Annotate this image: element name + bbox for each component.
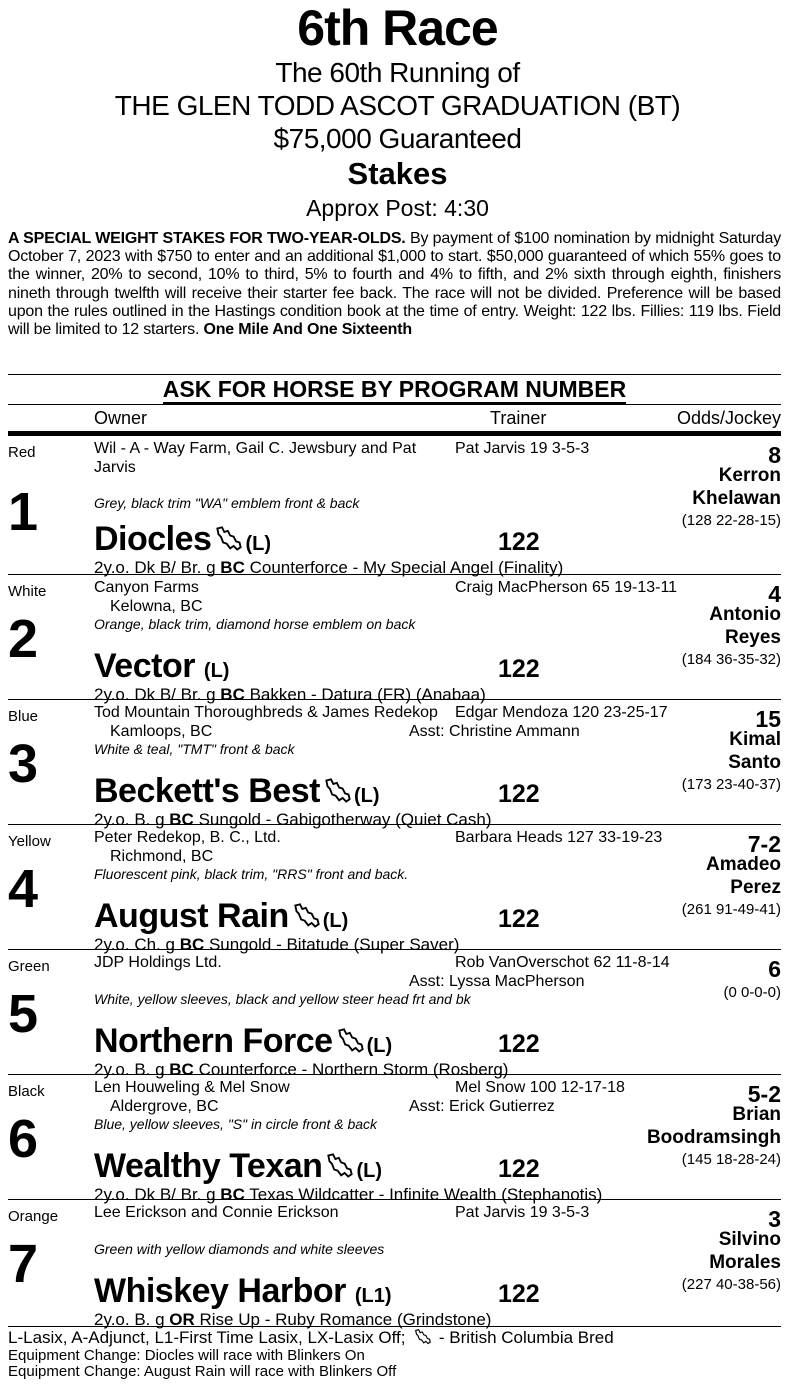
assistant-trainer: Asst: Erick Gutierrez <box>409 1098 555 1115</box>
owner: JDP Holdings Ltd. <box>94 954 222 971</box>
silks-description: Fluorescent pink, black trim, "RRS" front and back. <box>94 866 409 882</box>
saddle-cloth-color: Orange <box>8 1208 59 1225</box>
horse-name: Diocles (L) <box>94 520 271 558</box>
column-headers <box>8 404 781 433</box>
trainer-column-header: Trainer <box>490 408 547 428</box>
medication: (L) <box>353 785 380 807</box>
jockey-first-name: Antonio <box>709 604 781 625</box>
odds-jockey-column-header: Odds/Jockey <box>676 408 781 428</box>
weight: 122 <box>498 1155 540 1183</box>
british-columbia-map-icon <box>326 1149 354 1187</box>
medication: (L) <box>356 1160 382 1182</box>
running-line: The 60th Running of <box>275 57 520 88</box>
owner: Canyon Farms <box>94 579 199 596</box>
horse-name: August Rain (L) <box>94 897 349 935</box>
horse-entry <box>8 949 781 1079</box>
ask-banner: ASK FOR HORSE BY PROGRAM NUMBER <box>8 374 781 403</box>
program-number: 3 <box>8 734 39 794</box>
owner-location: Aldergrove, BC <box>110 1098 219 1115</box>
jockey-record: (173 23-40-37) <box>681 776 781 793</box>
horse-entry <box>8 436 781 577</box>
jockey-last-name: Santo <box>728 752 781 773</box>
race-name: THE GLEN TODD ASCOT GRADUATION (BT) <box>114 90 681 121</box>
race-header <box>0 0 795 223</box>
breeding: 2y.o. Dk B/ Br. g BC Bakken - Datura (FR) (Anabaa) <box>94 685 486 704</box>
silks-description: Orange, black trim, diamond horse emblem on back <box>94 616 416 632</box>
jockey-first-name: Kimal <box>729 729 781 750</box>
jockey-first-name: Silvino <box>718 1229 781 1250</box>
purse: $75,000 Guaranteed <box>273 123 522 154</box>
program-number: 6 <box>8 1109 39 1169</box>
medication: (L) <box>322 910 349 932</box>
jockey-record: (184 36-35-32) <box>681 651 781 668</box>
race-conditions <box>8 230 781 339</box>
breeding: 2y.o. B. g OR Rise Up - Ruby Romance (Grindstone) <box>94 1310 492 1329</box>
morning-line-odds: 4 <box>768 581 781 607</box>
medication: (L) <box>203 660 230 682</box>
horse-name: Vector (L) <box>94 647 230 685</box>
program-number: 2 <box>8 609 39 669</box>
silks-description: White & teal, "TMT" front & back <box>94 741 295 757</box>
silks-description: Blue, yellow sleeves, "S" in circle front & back <box>94 1116 378 1132</box>
trainer: Barbara Heads 127 33-19-23 <box>455 829 663 846</box>
owner: Lee Erickson and Connie Erickson <box>94 1204 339 1221</box>
morning-line-odds: 8 <box>768 442 781 468</box>
equipment-change-1: Equipment Change: Diocles will race with Blinkers On <box>8 1347 365 1364</box>
owner-column-header: Owner <box>94 408 148 428</box>
trainer: Pat Jarvis 19 3-5-3 <box>455 440 590 457</box>
horse-entry <box>8 699 781 829</box>
race-number: 6th Race <box>297 0 498 56</box>
saddle-cloth-color: Black <box>8 1083 45 1100</box>
jockey-last-name: Perez <box>730 877 781 898</box>
owner-location: Kelowna, BC <box>110 598 203 615</box>
morning-line-odds: 5-2 <box>747 1081 781 1107</box>
trainer: Mel Snow 100 12-17-18 <box>455 1079 625 1096</box>
saddle-cloth-color: Yellow <box>8 833 51 850</box>
conditions-lead: A SPECIAL WEIGHT STAKES FOR TWO-YEAR-OLDS. <box>8 230 406 247</box>
medication: (L1) <box>354 1285 392 1307</box>
morning-line-odds: 15 <box>755 706 781 732</box>
silks-description: White, yellow sleeves, black and yellow steer head frt and bk <box>94 991 471 1007</box>
race-type: Stakes <box>347 156 448 191</box>
breeding: 2y.o. B. g BC Sungold - Gabigotherway (Quiet Cash) <box>94 810 492 829</box>
owner: Wil - A - Way Farm, Gail C. Jewsbury and Pat Jarvis <box>94 440 417 476</box>
legend <box>8 1326 781 1380</box>
silks-description: Green with yellow diamonds and white sleeves <box>94 1241 385 1257</box>
conditions-body: By payment of $100 nomination by midnight Saturday October 7, 2023 with $750 to enter and an additional $1,000 to start. $50,000 guaranteed of which 55% goes to the winner, 20% to second, 10% to third, 5% to fourth and 4% to fifth, and 2% sixth through eighth, finishers nineth through twelfth will receive their starter fee back. The race will not be divided. Preference will be based upon the rules outlined in the Hastings condition book at the time of entry. Weight: 122 lbs. Fillies: 119 lbs. Field will be limited to 12 starters. <box>8 230 782 339</box>
equipment-change-2: Equipment Change: August Rain will race with Blinkers Off <box>8 1363 397 1380</box>
saddle-cloth-color: Red <box>8 444 36 461</box>
weight: 122 <box>498 1280 540 1308</box>
british-columbia-map-icon <box>414 1329 432 1348</box>
jockey-first-name: Brian <box>732 1104 781 1125</box>
saddle-cloth-color: Blue <box>8 708 39 725</box>
legend-codes: L-Lasix, A-Adjunct, L1-First Time Lasix, LX-Lasix Off; - British Columbia Bred <box>8 1328 614 1347</box>
saddle-cloth-color: Green <box>8 958 50 975</box>
medication: (L) <box>245 533 271 555</box>
jockey-record: (128 22-28-15) <box>681 512 781 529</box>
trainer: Pat Jarvis 19 3-5-3 <box>455 1204 590 1221</box>
owner: Peter Redekop, B. C., Ltd. <box>94 829 281 846</box>
horse-name: Northern Force (L) <box>94 1022 393 1060</box>
owner-location: Richmond, BC <box>110 848 214 865</box>
breeding: 2y.o. B. g BC Counterforce - Northern Storm (Rosberg) <box>94 1060 509 1079</box>
owner: Tod Mountain Thoroughbreds & James Redekop <box>94 704 438 721</box>
trainer: Edgar Mendoza 120 23-25-17 <box>455 704 668 721</box>
assistant-trainer: Asst: Christine Ammann <box>409 723 580 740</box>
horse-entry <box>8 574 781 704</box>
morning-line-odds: 6 <box>768 956 781 982</box>
assistant-trainer: Asst: Lyssa MacPherson <box>409 973 585 990</box>
jockey-record: (227 40-38-56) <box>681 1276 781 1293</box>
horse-name: Beckett's Best (L) <box>94 772 380 810</box>
horse-entry <box>8 1199 781 1329</box>
morning-line-odds: 7-2 <box>747 831 781 857</box>
jockey-last-name: Khelawan <box>692 488 781 509</box>
jockey-first-name: Amadeo <box>706 854 781 875</box>
silks-description: Grey, black trim "WA" emblem front & back <box>94 495 360 511</box>
jockey-last-name: Boodramsingh <box>646 1127 781 1148</box>
weight: 122 <box>498 655 540 683</box>
race-distance: One Mile And One Sixteenth <box>203 321 412 339</box>
horse-entry <box>8 1074 781 1204</box>
program-number: 1 <box>8 482 39 542</box>
weight: 122 <box>498 528 540 556</box>
british-columbia-map-icon <box>215 522 243 560</box>
weight: 122 <box>498 1030 540 1058</box>
trainer: Craig MacPherson 65 19-13-11 <box>455 579 678 596</box>
weight: 122 <box>498 905 540 933</box>
owner: Len Houweling & Mel Snow <box>94 1079 290 1096</box>
horse-name: Wealthy Texan (L) <box>94 1147 382 1185</box>
breeding: 2y.o. Dk B/ Br. g BC Counterforce - My Special Angel (Finality) <box>94 558 564 577</box>
trainer: Rob VanOverschot 62 11-8-14 <box>455 954 670 971</box>
jockey-last-name: Reyes <box>725 627 781 648</box>
morning-line-odds: 3 <box>768 1206 781 1232</box>
program-number: 7 <box>8 1234 39 1294</box>
jockey-record: (0 0-0-0) <box>723 984 781 1001</box>
jockey-record: (145 18-28-24) <box>681 1151 781 1168</box>
post-time: Approx Post: 4:30 <box>306 195 489 221</box>
jockey-record: (261 91-49-41) <box>681 901 781 918</box>
horse-entry <box>8 824 781 954</box>
saddle-cloth-color: White <box>8 583 47 600</box>
jockey-last-name: Morales <box>709 1252 781 1273</box>
program-number: 5 <box>8 984 39 1044</box>
british-columbia-map-icon <box>324 774 352 812</box>
jockey-first-name: Kerron <box>718 465 781 486</box>
horse-name: Whiskey Harbor (L1) <box>94 1272 392 1310</box>
british-columbia-map-icon <box>293 899 321 937</box>
breeding: 2y.o. Dk B/ Br. g BC Texas Wildcatter - Infinite Wealth (Stephanotis) <box>94 1185 603 1204</box>
owner-location: Kamloops, BC <box>110 723 213 740</box>
british-columbia-map-icon <box>337 1024 365 1062</box>
weight: 122 <box>498 780 540 808</box>
breeding: 2y.o. Ch. g BC Sungold - Bitatude (Super Saver) <box>94 935 460 954</box>
program-number: 4 <box>8 859 39 919</box>
medication: (L) <box>366 1035 393 1057</box>
